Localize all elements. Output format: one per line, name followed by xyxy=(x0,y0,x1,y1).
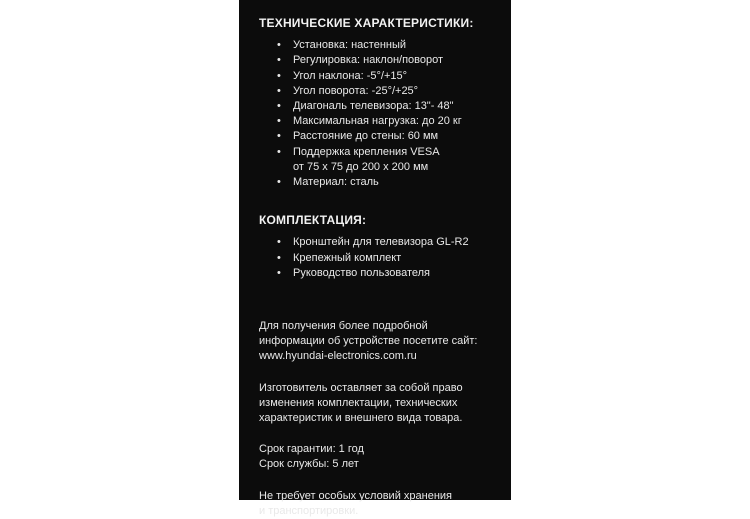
spec-item-mounting: • Установка: настенный xyxy=(277,38,503,53)
warranty-paragraph xyxy=(259,442,503,472)
service-life: Срок службы: 5 лет xyxy=(259,458,359,471)
warranty-period: Срок гарантии: 1 год xyxy=(259,443,364,456)
spec-item-material: • Материал: сталь xyxy=(277,175,503,190)
info-paragraph xyxy=(259,319,503,365)
specs-heading: ТЕХНИЧЕСКИЕ ХАРАКТЕРИСТИКИ: xyxy=(259,16,474,30)
kit-item-bracket: • Кронштейн для телевизора GL-R2 xyxy=(277,235,503,250)
kit-item-fasteners: • Крепежный комплект xyxy=(277,251,503,266)
spec-vesa-line1: • Поддержка крепления VESA xyxy=(293,145,440,158)
spec-item-tilt: • Угол наклона: -5°/+15° xyxy=(277,69,503,84)
spec-item-swivel: • Угол поворота: -25°/+25° xyxy=(277,84,503,99)
spec-vesa-line2: от 75 x 75 до 200 x 200 мм xyxy=(293,160,429,173)
kit-heading: КОМПЛЕКТАЦИЯ: xyxy=(259,213,367,228)
product-info-panel xyxy=(239,0,511,517)
info-line2: информации об устройстве посетите сайт: xyxy=(259,335,478,348)
storage-paragraph xyxy=(259,489,503,519)
storage-line1: Не требует особых условий хранения xyxy=(259,489,452,502)
disclaimer-paragraph xyxy=(259,381,503,427)
specs-list xyxy=(259,38,503,190)
kit-list xyxy=(259,235,503,281)
storage-line2: и транспортировки. xyxy=(259,504,359,517)
website-url: www.hyundai-electronics.com.ru xyxy=(259,350,417,363)
disclaimer-line3: характеристик и внешнего вида товара. xyxy=(259,412,463,425)
spec-item-wall-distance: • Расстояние до стены: 60 мм xyxy=(277,129,503,144)
info-line1: Для получения более подробной xyxy=(259,320,428,333)
disclaimer-line1: Изготовитель оставляет за собой право xyxy=(259,381,463,394)
spec-item-vesa xyxy=(277,145,503,175)
kit-item-manual: • Руководство пользователя xyxy=(277,266,503,281)
spec-item-adjustment: • Регулировка: наклон/поворот xyxy=(277,53,503,68)
spec-item-diagonal: • Диагональ телевизора: 13"- 48" xyxy=(277,99,503,114)
disclaimer-line2: изменения комплектации, технических xyxy=(259,396,458,409)
spec-item-max-load: • Максимальная нагрузка: до 20 кг xyxy=(277,114,503,129)
